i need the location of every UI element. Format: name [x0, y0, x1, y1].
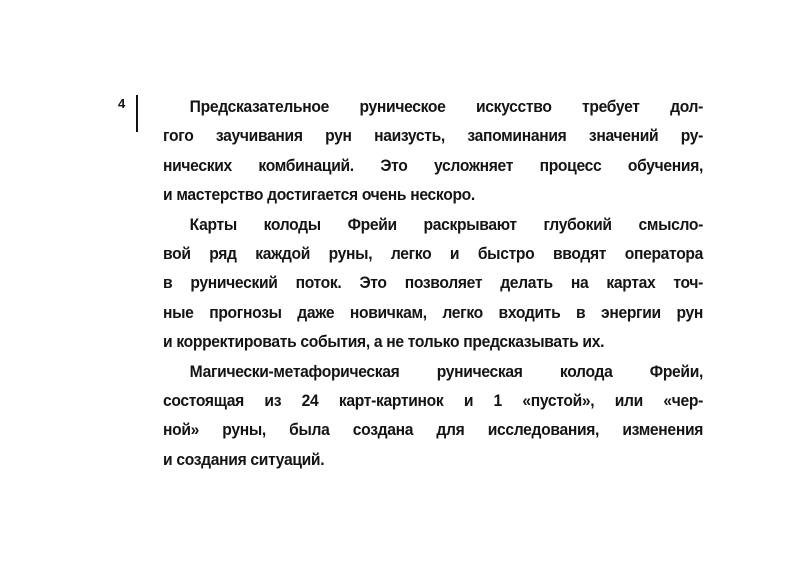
text-line: в рунический поток. Это позволяет делать на картах точ-	[163, 273, 704, 293]
text-line: нических комбинаций. Это усложняет процесс обучения,	[163, 155, 704, 175]
text-line: ные прогнозы даже новичкам, легко входить в энергии рун	[163, 302, 704, 322]
text-line: и корректировать события, а не только предсказывать их.	[163, 332, 605, 352]
text-line: гого заучивания рун наизусть, запоминания значений ру-	[163, 126, 704, 146]
text-line: Карты колоды Фрейи раскрывают глубокий смысло-	[189, 214, 704, 234]
text-line: и создания ситуаций.	[163, 449, 325, 469]
paragraph-1	[163, 92, 703, 210]
paragraph-2	[163, 210, 703, 357]
text-line: Магически-метафорическая руническая колода Фрейи,	[189, 361, 704, 381]
paragraph-3	[163, 357, 703, 475]
text-line: состоящая из 24 карт-картинок и 1 «пустой», или «чер-	[163, 391, 704, 411]
text-line: Предсказательное руническое искусство требует дол-	[189, 97, 704, 116]
margin-rule	[136, 95, 138, 132]
text-line: вой ряд каждой руны, легко и быстро вводят оператора	[163, 244, 704, 264]
text-line: и мастерство достигается очень нескоро.	[163, 185, 475, 205]
page-number: 4	[118, 96, 126, 111]
text-line: ной» руны, была создана для исследования, изменения	[163, 420, 704, 440]
body-text	[163, 92, 703, 474]
